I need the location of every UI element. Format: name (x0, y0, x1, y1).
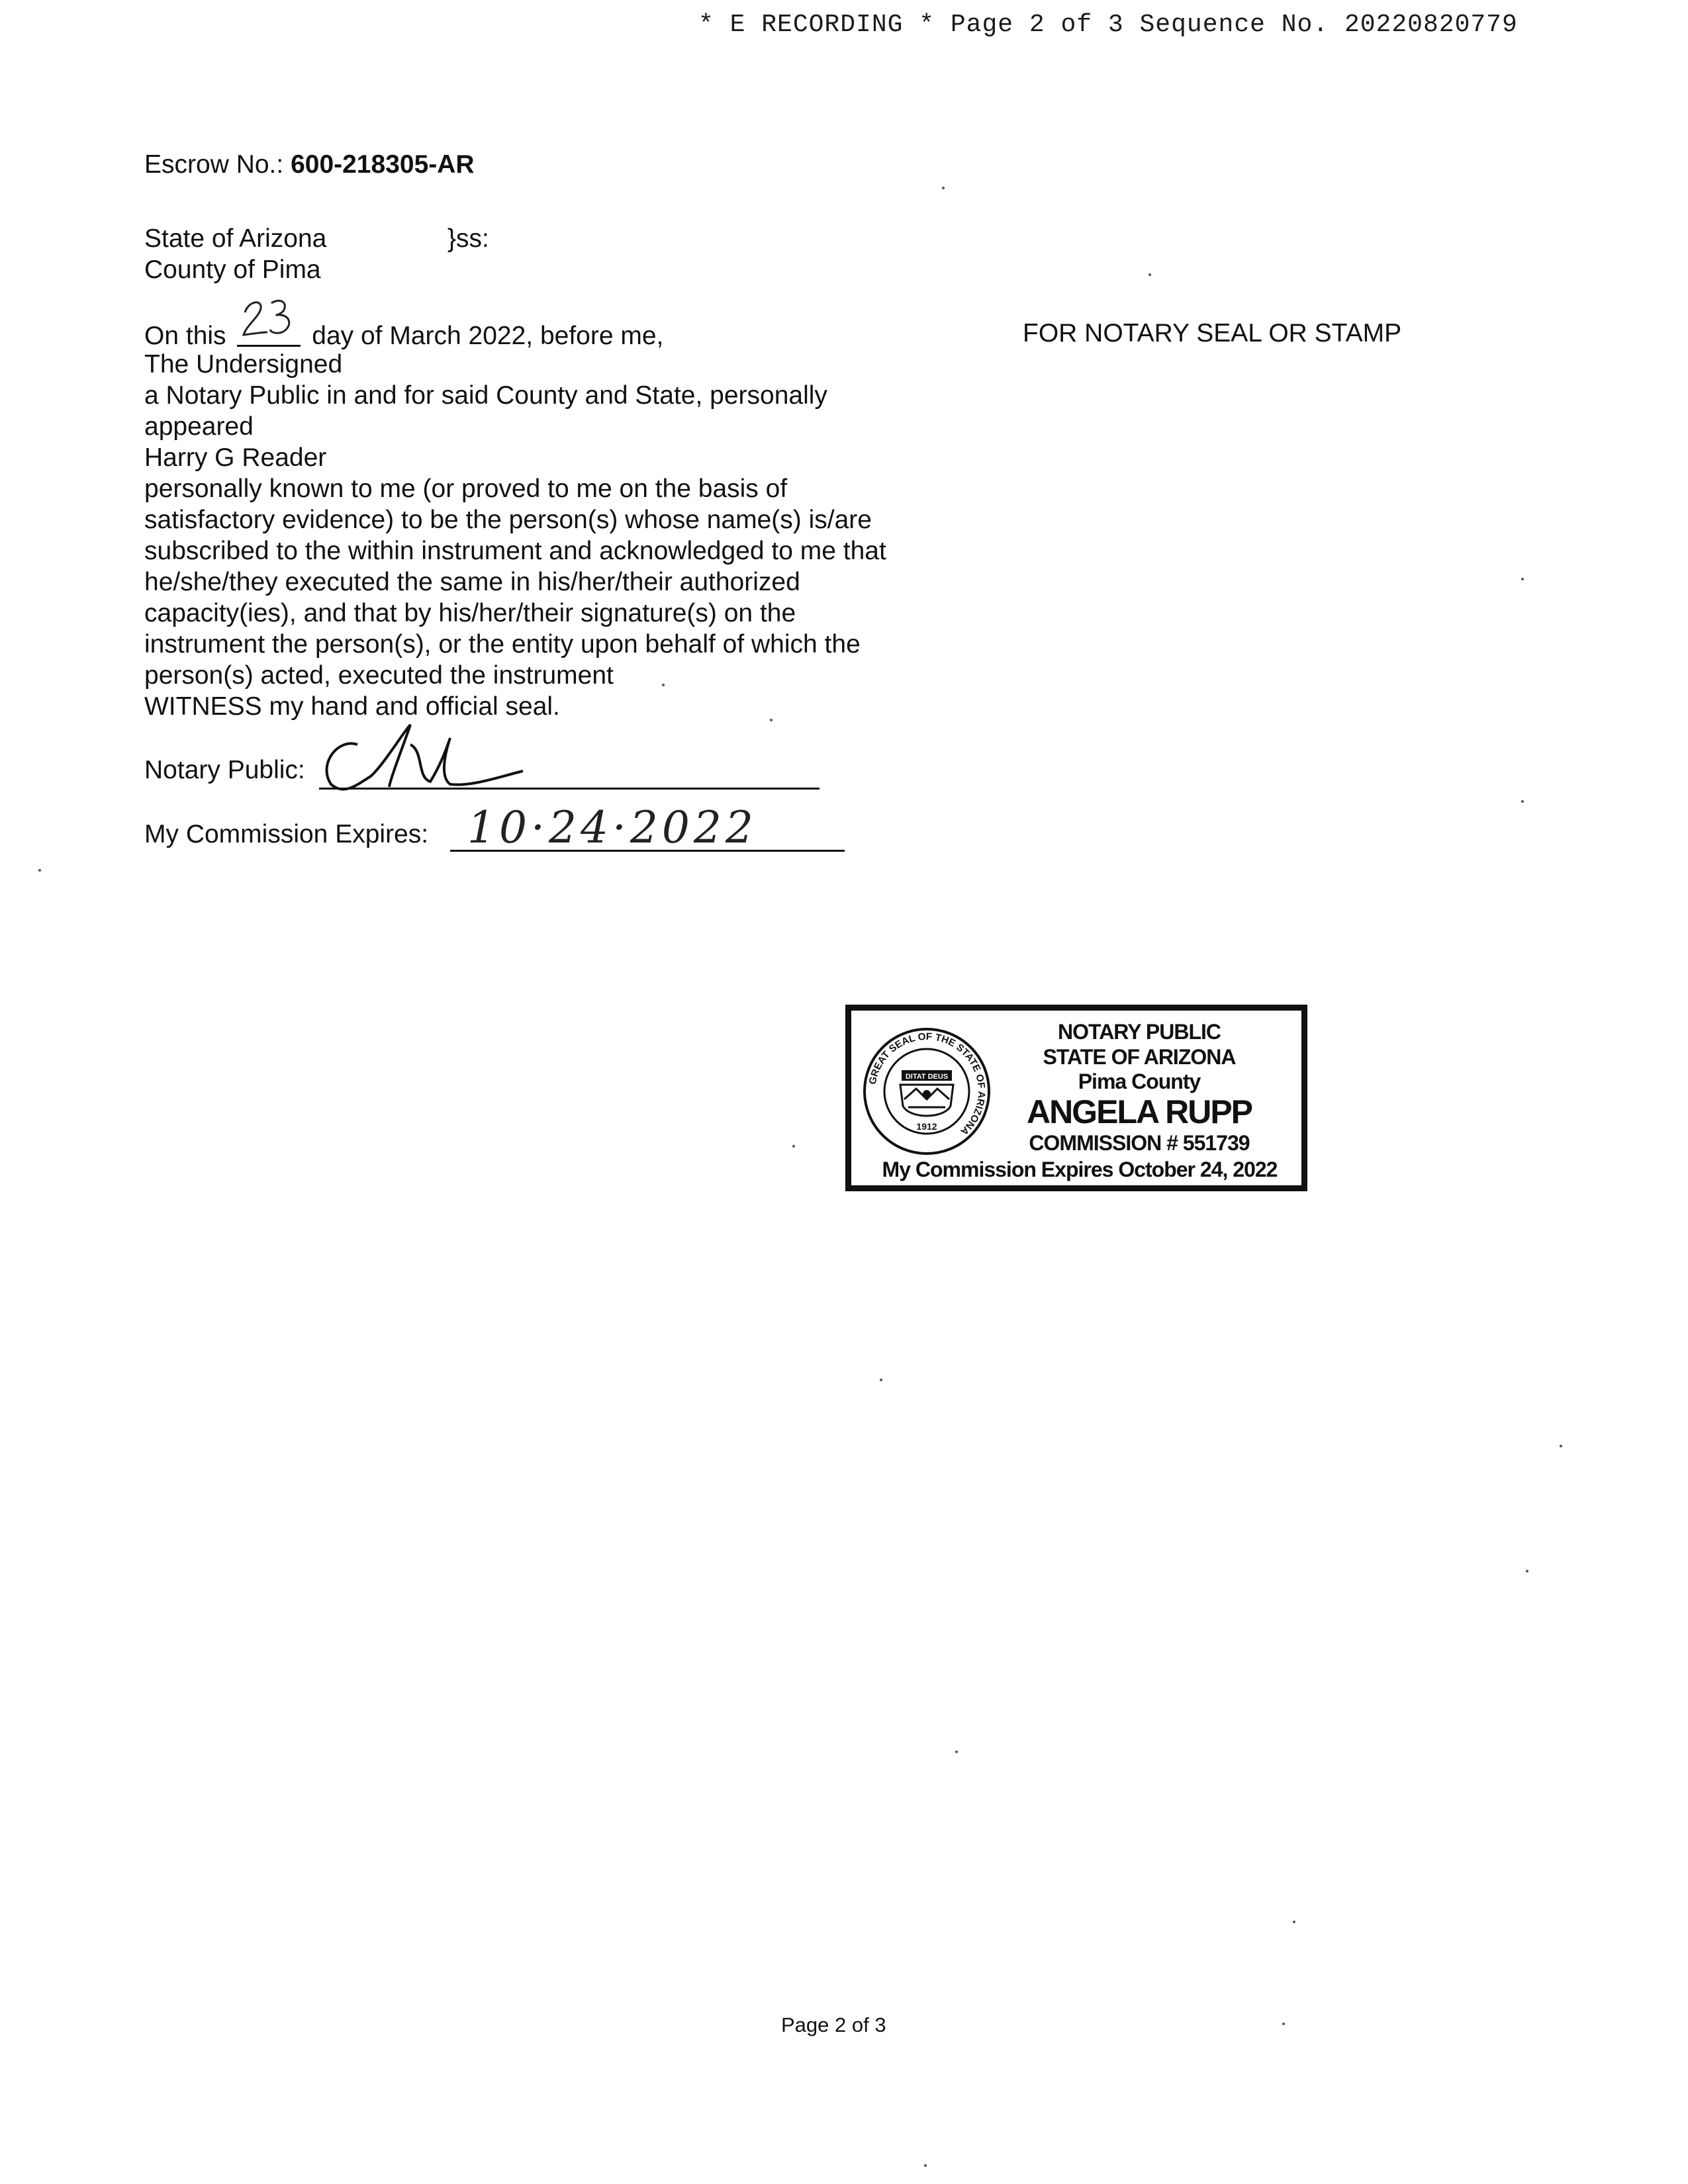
scan-speck (662, 684, 665, 686)
venue-state: State of Arizona (144, 224, 327, 253)
acknowledgment-line: The Undersigned (144, 350, 343, 379)
scan-speck (1149, 273, 1151, 276)
scan-speck (942, 187, 945, 189)
acknowledgment-line: a Notary Public in and for said County and State, personally (144, 381, 827, 410)
notary-label: Notary Public: (144, 756, 305, 784)
page-footer: Page 2 of 3 (781, 2013, 886, 2036)
commission-label: My Commission Expires: (144, 820, 429, 848)
acknowledgment-line: satisfactory evidence) to be the person(s) whose name(s) is/are (144, 506, 872, 534)
handwritten-day-ink (237, 294, 301, 341)
scan-speck (38, 869, 41, 872)
stamp-county: Pima County (1078, 1069, 1201, 1093)
acknowledgment-line: he/she/they executed the same in his/her/their authorized (144, 568, 800, 596)
acknowledgment-line: instrument the person(s), or the entity upon behalf of which the (144, 630, 861, 659)
escrow-number: 600-218305-AR (291, 150, 475, 179)
acknowledgment-line: personally known to me (or proved to me on the basis of (144, 475, 788, 503)
recording-header: * E RECORDING * Page 2 of 3 Sequence No. 20220820779 (698, 11, 1518, 39)
notary-signature (311, 718, 536, 797)
acknowledgment-date-line (144, 318, 663, 351)
acknowledgment-line: capacity(ies), and that by his/her/their signature(s) on the (144, 599, 796, 627)
seal-ring-text: GREAT SEAL OF THE STATE OF ARIZONA (867, 1030, 988, 1138)
date-rest: day of March 2022, before me, (312, 322, 664, 350)
scan-speck (770, 719, 773, 721)
stamp-commission-number: COMMISSION # 551739 (1029, 1131, 1250, 1155)
venue-county: County of Pima (144, 255, 321, 284)
scan-speck (955, 1751, 958, 1753)
stamp-state: STATE OF ARIZONA (1043, 1045, 1236, 1069)
notary-stamp (845, 1005, 1307, 1191)
acknowledgment-line: person(s) acted, executed the instrument (144, 661, 614, 690)
commission-expires-line (144, 819, 428, 850)
escrow-number-line (144, 149, 475, 180)
seal-year: 1912 (916, 1121, 937, 1132)
scan-speck (1282, 2023, 1285, 2025)
scan-speck (792, 1145, 795, 1148)
great-seal-icon (861, 1025, 993, 1158)
stamp-expiration: My Commission Expires October 24, 2022 (882, 1158, 1278, 1181)
on-this-label: On this (144, 322, 226, 350)
scan-speck (1521, 800, 1524, 803)
scan-speck (1521, 578, 1524, 580)
seal-area-label: FOR NOTARY SEAL OR STAMP (1023, 319, 1402, 347)
acknowledgment-line: Harry G Reader (144, 443, 327, 472)
acknowledgment-line: appeared (144, 412, 254, 441)
scan-speck (924, 2164, 927, 2167)
scan-speck (1526, 1570, 1528, 1572)
scan-speck (1560, 1445, 1562, 1447)
scan-speck (1293, 1921, 1295, 1923)
stamp-notary-name: ANGELA RUPP (1026, 1093, 1252, 1130)
acknowledgment-paragraph (144, 349, 965, 722)
stamp-title: NOTARY PUBLIC (1058, 1020, 1221, 1044)
seal-motto: DITAT DEUS (905, 1073, 949, 1081)
notary-signature-line (144, 754, 305, 786)
acknowledgment-line: WITNESS my hand and official seal. (144, 692, 560, 721)
acknowledgment-line: subscribed to the within instrument and acknowledged to me that (144, 537, 886, 565)
escrow-label: Escrow No.: (144, 150, 284, 179)
handwritten-day (237, 318, 301, 344)
scan-speck (880, 1379, 882, 1381)
venue-ss: }ss: (447, 224, 489, 253)
commission-handwritten-date: 10·24·2022 (467, 802, 757, 853)
